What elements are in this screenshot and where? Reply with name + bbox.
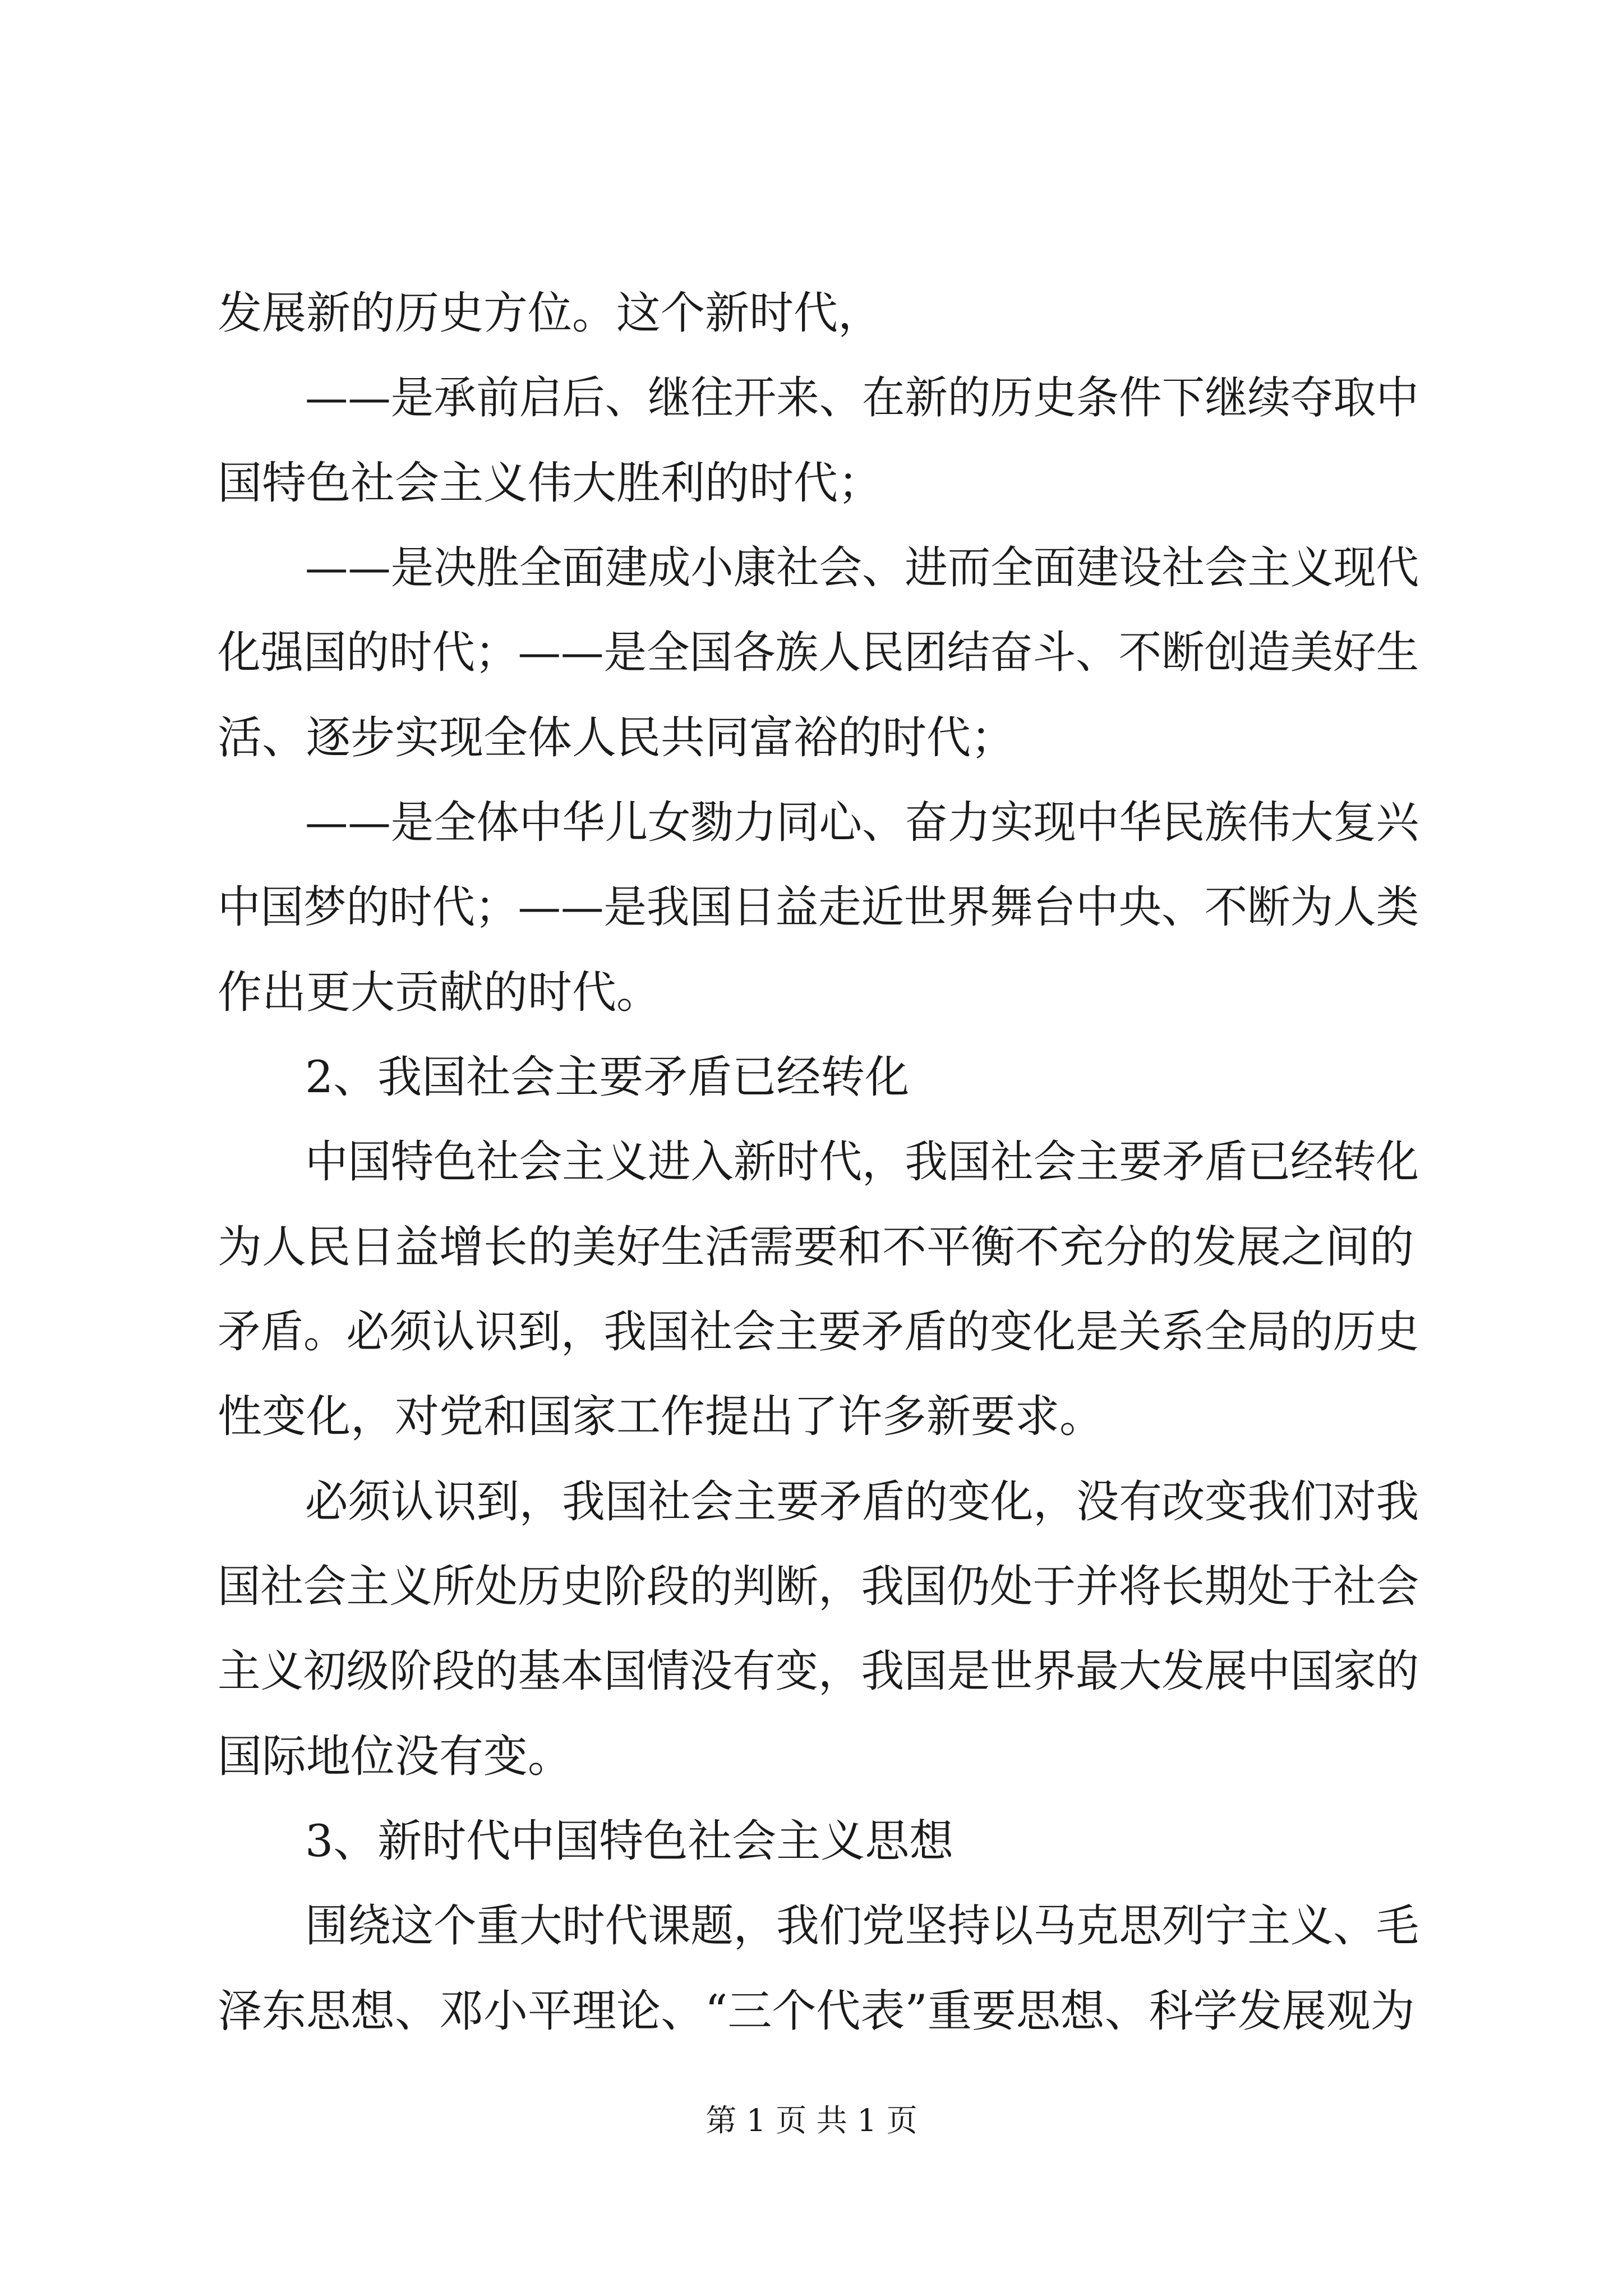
text-line: ——是全体中华儿女勠力同心、奋力实现中华民族伟大复兴 xyxy=(305,797,1419,848)
text-line: 为人民日益增长的美好生活需要和不平衡不充分的发展之间的 xyxy=(218,1221,1414,1273)
text-line: 泽东思想、邓小平理论、“三个代表”重要思想、科学发展观为 xyxy=(218,1985,1415,2037)
text-line: 性变化，对党和国家工作提出了许多新要求。 xyxy=(218,1391,1104,1442)
section-heading: 2、我国社会主要矛盾已经转化 xyxy=(305,1051,910,1103)
text-line: 必须认识到，我国社会主要矛盾的变化，没有改变我们对我 xyxy=(305,1476,1419,1527)
text-line: 国特色社会主义伟大胜利的时代； xyxy=(218,457,882,509)
section-heading: 3、新时代中国特色社会主义思想 xyxy=(305,1815,954,1867)
text-line: ——是决胜全面建成小康社会、进而全面建设社会主义现代 xyxy=(305,542,1419,593)
text-line: 中国梦的时代；——是我国日益走近世界舞台中央、不断为人类 xyxy=(218,881,1419,933)
text-line: 中国特色社会主义进入新时代，我国社会主要矛盾已经转化 xyxy=(305,1136,1419,1188)
text-line: 围绕这个重大时代课题，我们党坚持以马克思列宁主义、毛 xyxy=(305,1900,1419,1952)
text-line: 化强国的时代；——是全国各族人民团结奋斗、不断创造美好生 xyxy=(218,627,1419,678)
page-footer: 第 1 页 共 1 页 xyxy=(706,2102,917,2138)
text-line: 国社会主义所处历史阶段的判断，我国仍处于并将长期处于社会 xyxy=(218,1561,1419,1612)
text-line: 国际地位没有变。 xyxy=(218,1731,572,1782)
text-line: 活、逐步实现全体人民共同富裕的时代； xyxy=(218,712,1015,763)
text-line: 矛盾。必须认识到，我国社会主要矛盾的变化是关系全局的历史 xyxy=(218,1306,1419,1358)
text-line: 发展新的历史方位。这个新时代， xyxy=(218,287,882,339)
text-line: 主义初级阶段的基本国情没有变，我国是世界最大发展中国家的 xyxy=(218,1645,1419,1697)
text-line: ——是承前启后、继往开来、在新的历史条件下继续夺取中 xyxy=(305,372,1419,424)
text-line: 作出更大贡献的时代。 xyxy=(218,967,661,1018)
